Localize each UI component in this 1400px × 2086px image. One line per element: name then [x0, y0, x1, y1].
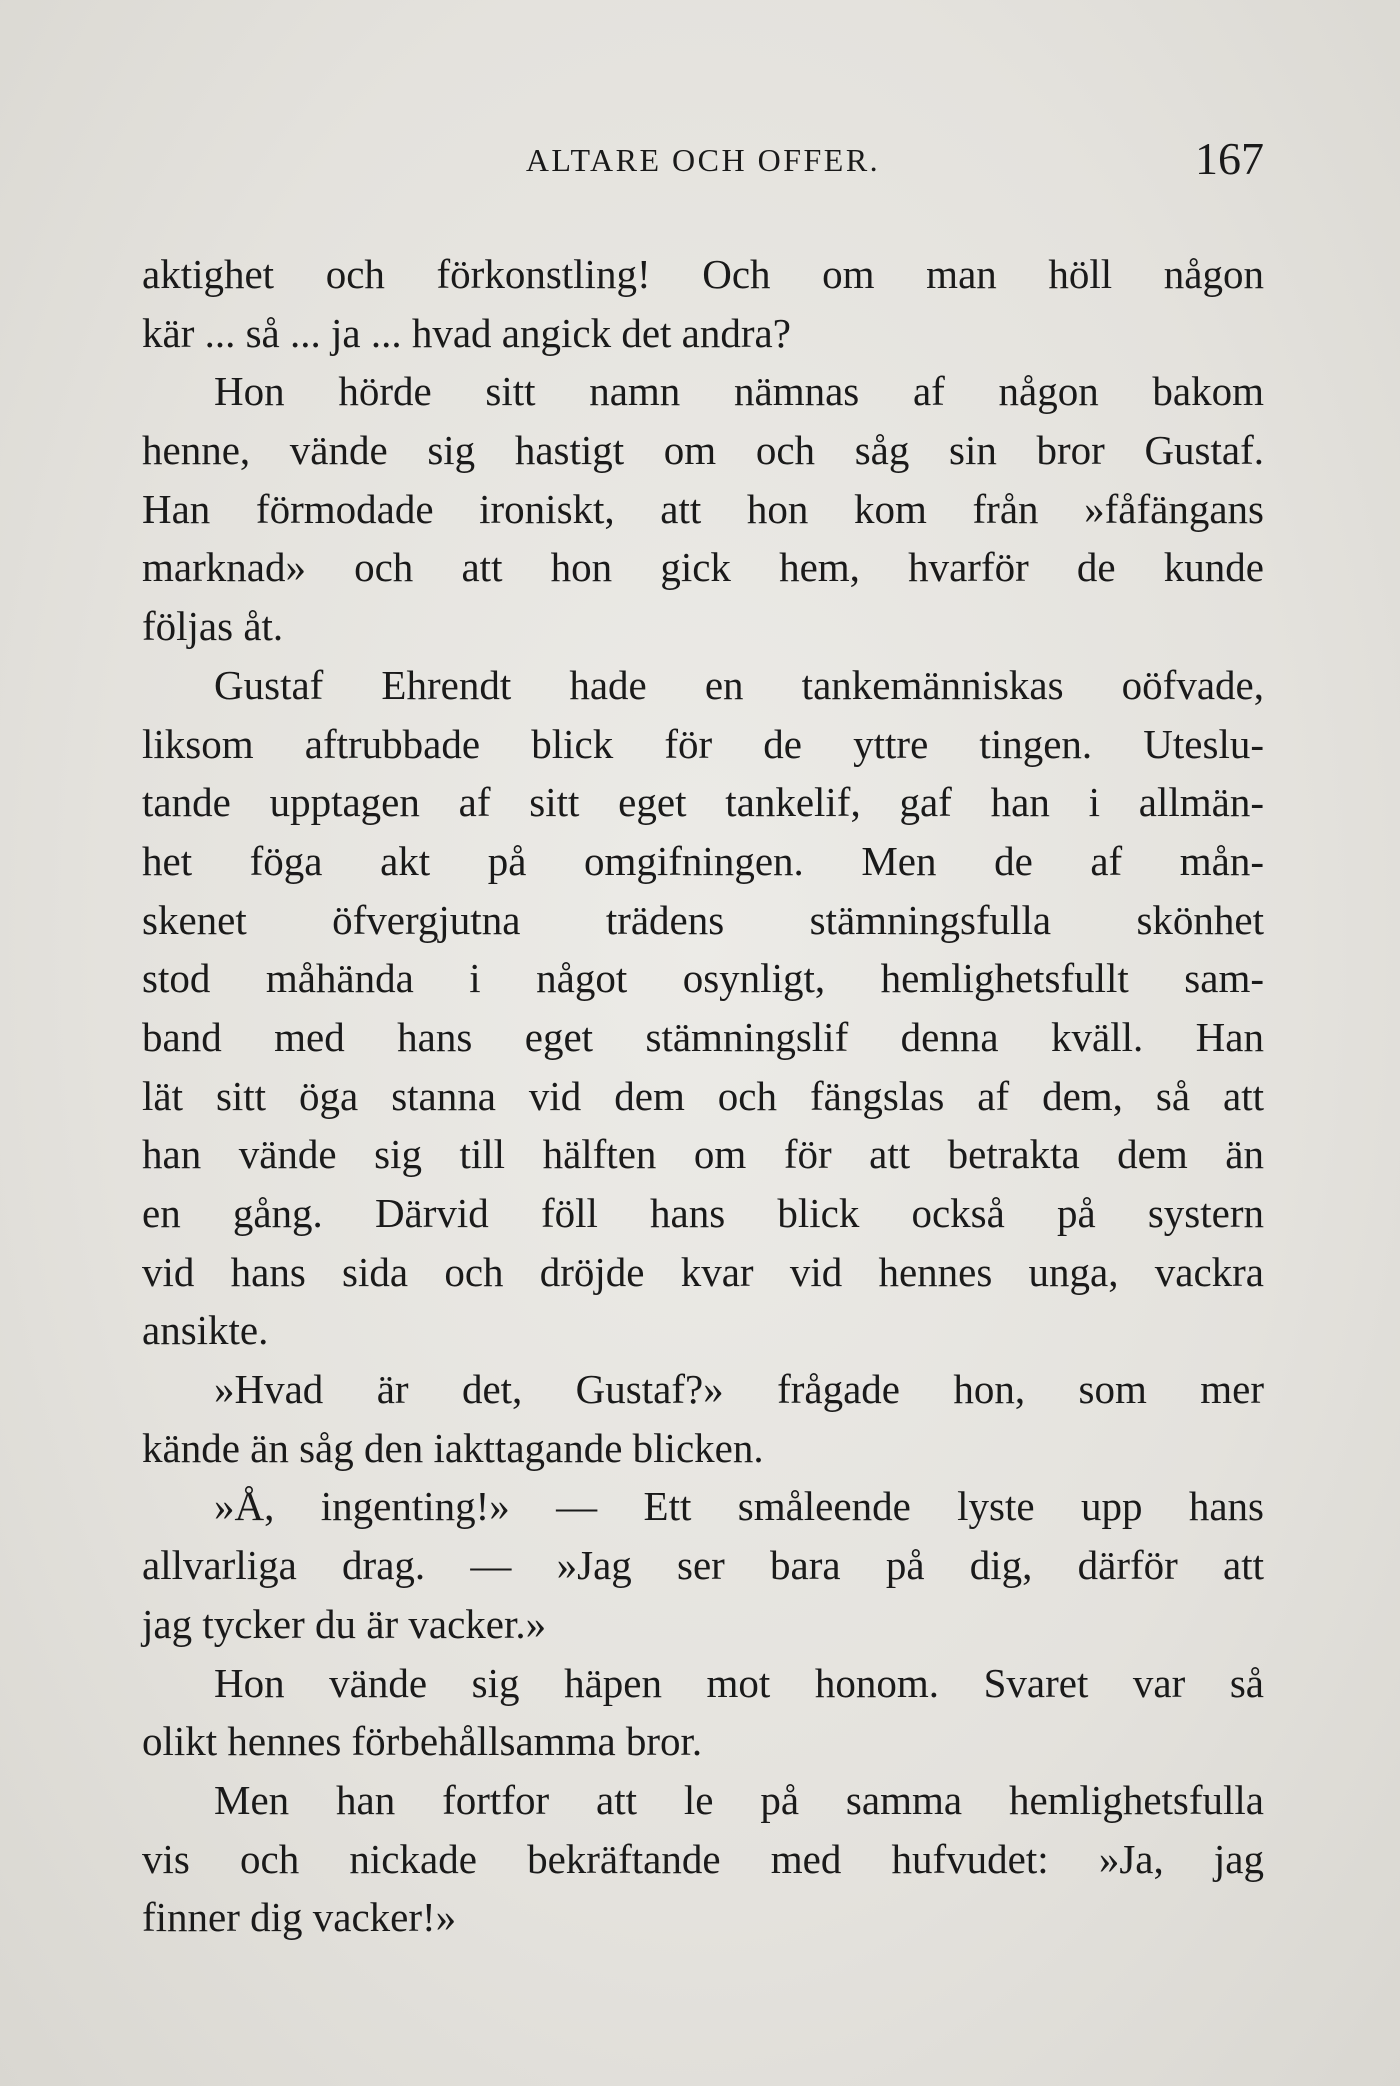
text-line: henne, vände sig hastigt om och såg sin bror Gustaf. — [142, 427, 1264, 474]
text-line: aktighet och förkonstling! Och om man höll någon — [142, 251, 1264, 297]
text-line: olikt hennes förbehållsamma bror. — [142, 1718, 703, 1765]
text-line: band med hans eget stämningslif denna kväll. Han — [142, 1013, 1264, 1060]
text-line: ansikte. — [142, 1307, 269, 1354]
text-line: vis och nickade bekräftande med hufvudet: »Ja, jag — [142, 1835, 1264, 1882]
page-number: 167 — [1195, 133, 1264, 184]
text-line: finner dig vacker!» — [142, 1894, 457, 1941]
text-line: vid hans sida och dröjde kvar vid hennes unga, vackra — [142, 1248, 1264, 1295]
text-line: kär ... så ... ja ... hvad angick det andra? — [142, 309, 791, 356]
text-line: liksom aftrubbade blick för de yttre tingen. Uteslu- — [142, 720, 1264, 767]
text-line: Han förmodade ironiskt, att hon kom från »fåfängans — [142, 485, 1264, 532]
text-line: jag tycker du är vacker.» — [142, 1600, 547, 1647]
text-line: skenet öfvergjutna trädens stämningsfulla skönhet — [142, 896, 1264, 943]
text-line: »Å, ingenting!» — Ett småleende lyste upp hans — [214, 1483, 1264, 1530]
text-line: lät sitt öga stanna vid dem och fängslas af dem, så att — [142, 1072, 1264, 1119]
running-title: ALTARE OCH OFFER. — [525, 142, 881, 178]
text-line: Gustaf Ehrendt hade en tankemänniskas oöfvade, — [214, 661, 1264, 708]
text-line: het föga akt på omgifningen. Men de af mån- — [142, 837, 1264, 884]
body-text — [142, 245, 1264, 1947]
text-line: Hon vände sig häpen mot honom. Svaret var så — [214, 1659, 1264, 1706]
text-line: en gång. Därvid föll hans blick också på systern — [142, 1190, 1264, 1236]
text-line: »Hvad är det, Gustaf?» frågade hon, som mer — [214, 1366, 1264, 1413]
text-line: han vände sig till hälften om för att betrakta dem än — [142, 1131, 1264, 1178]
text-line: marknad» och att hon gick hem, hvarför de kunde — [142, 544, 1264, 591]
text-line: allvarliga drag. — »Jag ser bara på dig, därför att — [142, 1542, 1264, 1589]
text-line: Men han fortfor att le på samma hemlighetsfulla — [214, 1776, 1264, 1823]
text-line: följas åt. — [142, 603, 284, 650]
page-header — [142, 133, 1264, 188]
text-line: tande upptagen af sitt eget tankelif, gaf han i allmän- — [142, 779, 1264, 826]
text-line: Hon hörde sitt namn nämnas af någon bakom — [214, 368, 1264, 415]
text-line: kände än såg den iakttagande blicken. — [142, 1424, 764, 1471]
text-line: stod måhända i något osynligt, hemlighetsfullt sam- — [142, 955, 1264, 1002]
